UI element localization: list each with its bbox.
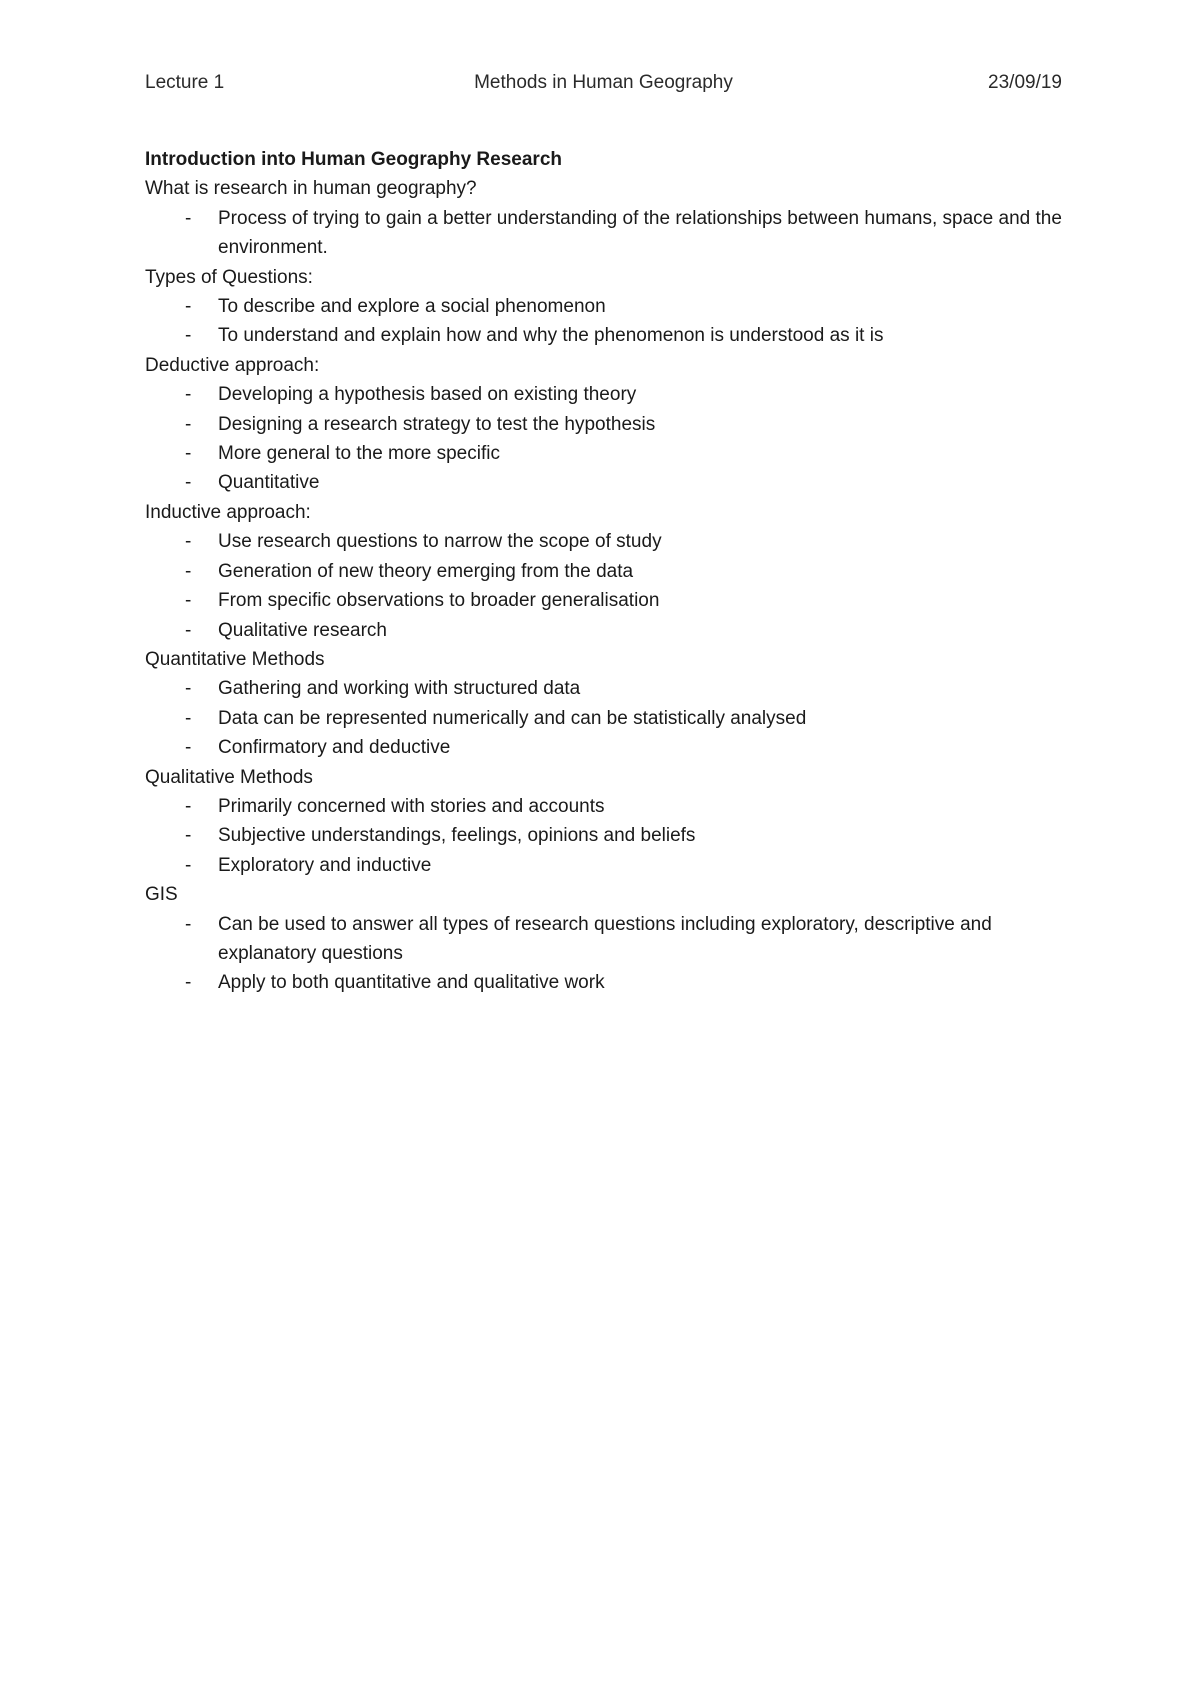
document-body: [145, 145, 1065, 998]
bullet-item: [145, 733, 1065, 762]
bullet-item: [145, 321, 1065, 350]
bullet-text: Confirmatory and deductive: [218, 737, 451, 759]
header-lecture-number: Lecture 1: [145, 72, 225, 93]
bullet-text: Apply to both quantitative and qualitative work: [218, 972, 605, 994]
bullet-text: Qualitative research: [218, 619, 387, 641]
bullet-item: [145, 968, 1065, 997]
bullet-text: Exploratory and inductive: [218, 854, 432, 876]
bullet-item: [145, 557, 1065, 586]
bullet-item: [145, 586, 1065, 615]
bullet-text: Process of trying to gain a better understanding of the relationships between humans, space and the environment.: [218, 207, 1062, 259]
bullet-text: Developing a hypothesis based on existing theory: [218, 384, 637, 406]
bullet-text: To describe and explore a social phenomenon: [218, 296, 606, 318]
bullet-dash: -: [185, 795, 192, 817]
bullet-dash: -: [185, 384, 192, 406]
section-list: [145, 174, 1065, 997]
document-title: Introduction into Human Geography Research: [145, 149, 562, 170]
bullet-item: [145, 527, 1065, 556]
bullet-dash: -: [185, 413, 192, 435]
bullet-item: [145, 910, 1065, 969]
section-heading: Qualitative Methods: [145, 766, 313, 788]
bullet-dash: -: [185, 913, 192, 935]
header-date: 23/09/19: [988, 72, 1062, 93]
bullet-text: Quantitative: [218, 472, 320, 494]
section-heading: Types of Questions:: [145, 266, 313, 288]
bullet-item: [145, 704, 1065, 733]
page-header: [145, 72, 1062, 102]
section-heading: Inductive approach:: [145, 501, 311, 523]
bullet-item: [145, 851, 1065, 880]
bullet-dash: -: [185, 472, 192, 494]
bullet-dash: -: [185, 825, 192, 847]
bullet-dash: -: [185, 737, 192, 759]
bullet-dash: -: [185, 443, 192, 465]
header-course-title: Methods in Human Geography: [474, 72, 733, 93]
bullet-text: Gathering and working with structured data: [218, 678, 581, 700]
bullet-text: Can be used to answer all types of research questions including exploratory, descriptive and explanatory questions: [218, 913, 992, 964]
section-heading: Quantitative Methods: [145, 648, 325, 670]
bullet-text: Primarily concerned with stories and accounts: [218, 795, 605, 817]
bullet-dash: -: [185, 531, 192, 553]
bullet-dash: -: [185, 972, 192, 994]
bullet-dash: -: [185, 854, 192, 876]
section-heading: What is research in human geography?: [145, 178, 477, 200]
bullet-item: [145, 439, 1065, 468]
bullet-dash: -: [185, 678, 192, 700]
bullet-dash: -: [185, 207, 192, 229]
section-heading: GIS: [145, 884, 178, 906]
bullet-text: Use research questions to narrow the scope of study: [218, 531, 662, 553]
bullet-dash: -: [185, 619, 192, 641]
bullet-dash: -: [185, 707, 192, 729]
bullet-text: More general to the more specific: [218, 443, 500, 465]
bullet-text: From specific observations to broader generalisation: [218, 590, 660, 612]
bullet-item: [145, 292, 1065, 321]
bullet-item: [145, 792, 1065, 821]
bullet-text: Data can be represented numerically and can be statistically analysed: [218, 707, 807, 729]
bullet-dash: -: [185, 325, 192, 347]
bullet-item: [145, 468, 1065, 497]
section-heading: Deductive approach:: [145, 354, 320, 376]
bullet-text: Subjective understandings, feelings, opinions and beliefs: [218, 825, 696, 847]
bullet-text: Designing a research strategy to test the hypothesis: [218, 413, 656, 435]
bullet-item: [145, 821, 1065, 850]
bullet-dash: -: [185, 560, 192, 582]
bullet-item: [145, 380, 1065, 409]
bullet-item: [145, 204, 1065, 263]
bullet-item: [145, 616, 1065, 645]
bullet-dash: -: [185, 296, 192, 318]
bullet-text: To understand and explain how and why the phenomenon is understood as it is: [218, 325, 884, 347]
bullet-item: [145, 410, 1065, 439]
bullet-text: Generation of new theory emerging from the data: [218, 560, 634, 582]
bullet-item: [145, 674, 1065, 703]
bullet-dash: -: [185, 590, 192, 612]
